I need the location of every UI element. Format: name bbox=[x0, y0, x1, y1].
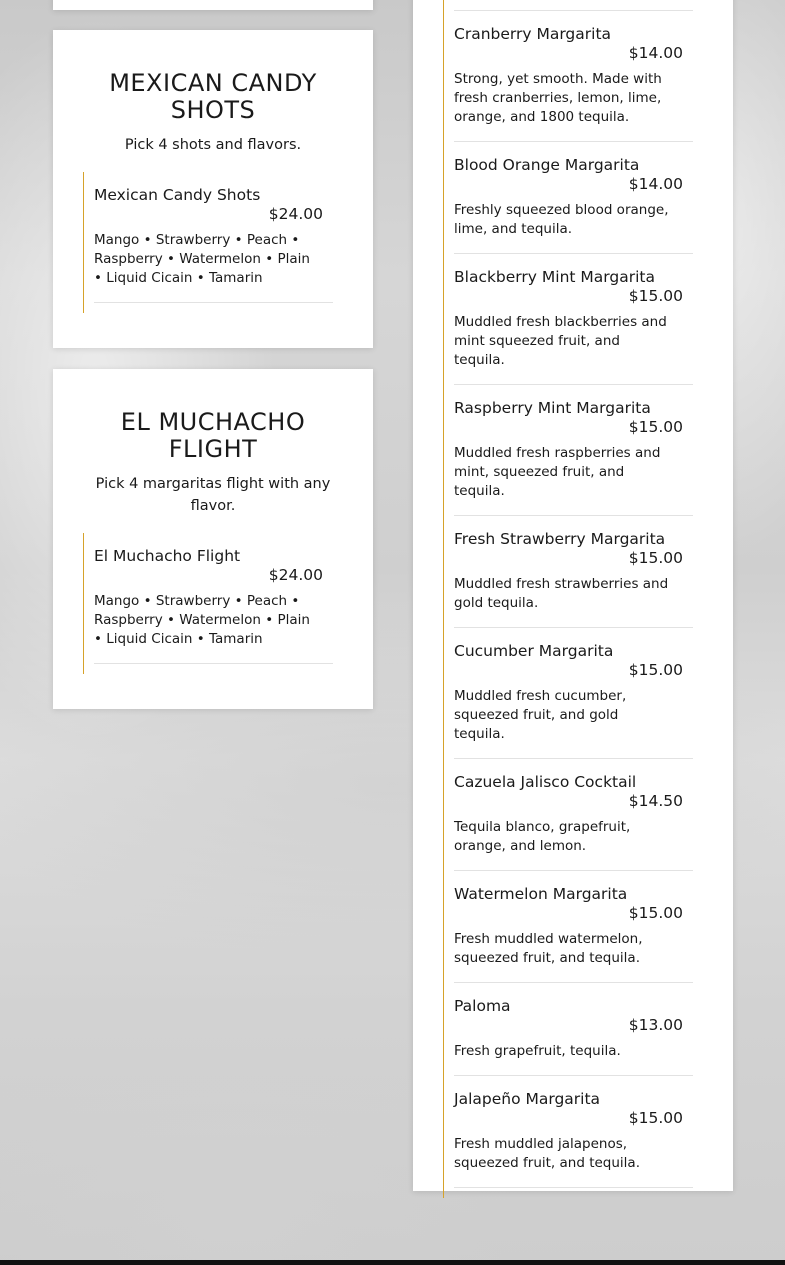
menu-item[interactable] bbox=[454, 385, 693, 516]
menu-item-description: Strong, yet smooth. Made with fresh cranberries, lemon, lime, orange, and 1800 tequila. bbox=[454, 71, 662, 125]
menu-item-name: Blood Orange Margarita bbox=[454, 156, 640, 174]
menu-item[interactable] bbox=[454, 142, 693, 254]
menu-item-description: Muddled fresh raspberries and mint, squeezed fruit, and tequila. bbox=[454, 445, 661, 499]
menu-item-name: Raspberry Mint Margarita bbox=[454, 399, 651, 417]
menu-item-description: Fresh muddled jalapenos, squeezed fruit, and tequila. bbox=[454, 1136, 640, 1171]
menu-item-cut-off bbox=[454, 0, 693, 11]
menu-item-price: $15.00 bbox=[628, 1109, 683, 1127]
menu-item-description: Mango • Strawberry • Peach • Raspberry • Watermelon • Plain • Liquid Cicain • Tamarin bbox=[94, 232, 310, 286]
menu-item-description: Freshly squeezed blood orange, lime, and tequila. bbox=[454, 202, 669, 237]
menu-item-price: $15.00 bbox=[628, 418, 683, 436]
margaritas-card bbox=[413, 0, 733, 1191]
menu-item[interactable] bbox=[454, 516, 693, 628]
menu-item-name: Watermelon Margarita bbox=[454, 885, 628, 903]
menu-item-list bbox=[83, 533, 333, 674]
menu-item-name: Blackberry Mint Margarita bbox=[454, 268, 655, 286]
menu-item-price: $15.00 bbox=[628, 904, 683, 922]
menu-item-description: Muddled fresh cucumber, squeezed fruit, and gold tequila. bbox=[454, 688, 627, 742]
menu-item-name: Mexican Candy Shots bbox=[94, 186, 261, 204]
card-subtitle: Pick 4 shots and flavors. bbox=[124, 137, 302, 153]
menu-item-price: $24.00 bbox=[268, 205, 323, 223]
menu-item-name: Cazuela Jalisco Cocktail bbox=[454, 773, 637, 791]
menu-item-list bbox=[443, 0, 693, 1198]
menu-item-name: Paloma bbox=[454, 997, 511, 1015]
menu-item[interactable] bbox=[454, 983, 693, 1076]
menu-item-name: Cucumber Margarita bbox=[454, 642, 614, 660]
menu-item[interactable] bbox=[454, 1076, 693, 1188]
menu-item[interactable] bbox=[454, 628, 693, 759]
el-muchacho-flight-card bbox=[53, 369, 373, 709]
menu-item-name: Fresh Strawberry Margarita bbox=[454, 530, 666, 548]
page-bottom-bar bbox=[0, 1260, 785, 1265]
previous-menu-card bbox=[53, 0, 373, 10]
menu-item-name: Cranberry Margarita bbox=[454, 25, 612, 43]
menu-item-price: $24.00 bbox=[268, 566, 323, 584]
menu-item-description: Fresh grapefruit, tequila. bbox=[454, 1043, 621, 1059]
menu-item-price: $13.00 bbox=[628, 1016, 683, 1034]
card-title: EL MUCHACHO FLIGHT bbox=[120, 408, 306, 463]
menu-item-description: Mango • Strawberry • Peach • Raspberry • Watermelon • Plain • Liquid Cicain • Tamarin bbox=[94, 593, 310, 647]
card-subtitle: Pick 4 margaritas flight with any flavor. bbox=[95, 476, 331, 514]
menu-item[interactable] bbox=[454, 759, 693, 871]
menu-item-price: $14.00 bbox=[628, 44, 683, 62]
menu-item[interactable] bbox=[454, 11, 693, 142]
menu-item-description: Tequila blanco, grapefruit, orange, and lemon. bbox=[454, 819, 631, 854]
menu-item[interactable] bbox=[94, 172, 333, 303]
menu-item-description: Muddled fresh blackberries and mint squeezed fruit, and tequila. bbox=[454, 314, 667, 368]
menu-item[interactable] bbox=[454, 254, 693, 385]
menu-item[interactable] bbox=[94, 533, 333, 664]
menu-item[interactable] bbox=[454, 871, 693, 983]
menu-item-price: $14.00 bbox=[628, 175, 683, 193]
menu-item-description: Muddled fresh strawberries and gold tequila. bbox=[454, 576, 669, 611]
menu-item-description: Fresh muddled watermelon, squeezed fruit, and tequila. bbox=[454, 931, 643, 966]
card-title: MEXICAN CANDY SHOTS bbox=[109, 69, 317, 124]
menu-item-name: Jalapeño Margarita bbox=[454, 1090, 601, 1108]
menu-item-name: El Muchacho Flight bbox=[94, 547, 241, 565]
menu-item-price: $15.00 bbox=[628, 549, 683, 567]
mexican-candy-shots-card bbox=[53, 30, 373, 348]
menu-item-list bbox=[83, 172, 333, 313]
menu-item-price: $14.50 bbox=[628, 792, 683, 810]
menu-item-price: $15.00 bbox=[628, 287, 683, 305]
menu-item-price: $15.00 bbox=[628, 661, 683, 679]
